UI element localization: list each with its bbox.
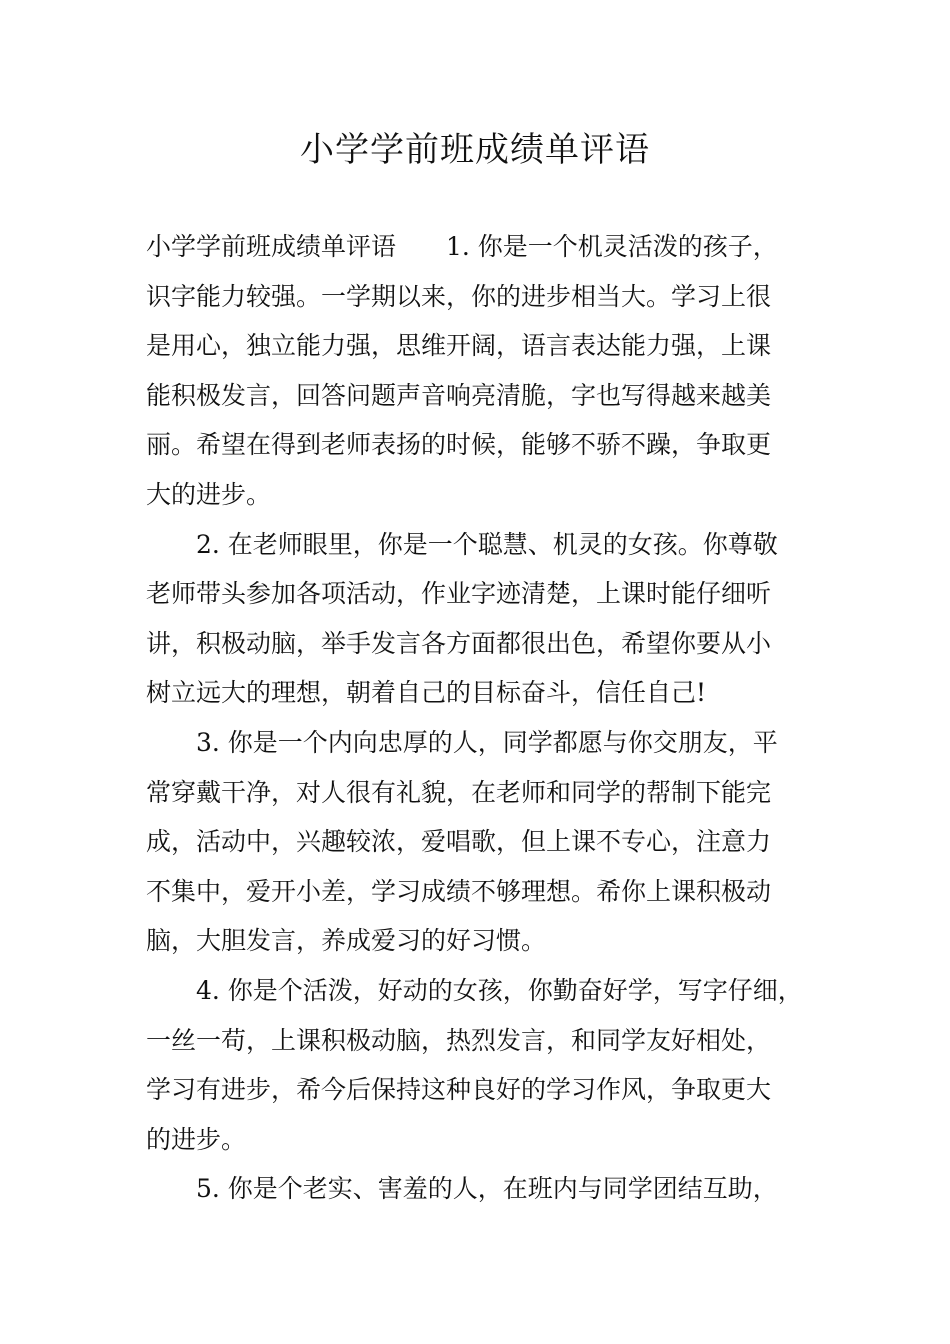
document-body — [146, 222, 816, 1214]
text-line: 成，活动中，兴趣较浓，爱唱歌，但上课不专心，注意力 — [146, 827, 772, 857]
text-line: 5. 你是个老实、害羞的人，在班内与同学团结互助， — [146, 1174, 778, 1204]
text-line: 小学学前班成绩单评语 1. 你是一个机灵活泼的孩子， — [146, 232, 778, 261]
text-line: 是用心，独立能力强，思维开阔，语言表达能力强，上课 — [146, 331, 772, 361]
text-line: 一丝一苟，上课积极动脑，热烈发言，和同学友好相处， — [146, 1025, 772, 1055]
text-line: 丽。希望在得到老师表扬的时候，能够不骄不躁，争取更 — [146, 430, 772, 460]
text-line: 老师带头参加各项活动，作业字迹清楚，上课时能仔细听 — [146, 579, 772, 609]
text-line: 脑，大胆发言，养成爱习的好习惯。 — [146, 926, 547, 956]
text-line: 讲，积极动脑，举手发言各方面都很出色，希望你要从小 — [146, 628, 772, 658]
text-line: 大的进步。 — [146, 479, 272, 509]
text-line: 3. 你是一个内向忠厚的人，同学都愿与你交朋友，平 — [146, 727, 778, 757]
text-line: 树立远大的理想，朝着自己的目标奋斗，信任自己! — [146, 678, 707, 708]
text-line: 的进步。 — [146, 1124, 247, 1154]
document-title: 小学学前班成绩单评语 — [300, 130, 650, 170]
text-line: 不集中，爱开小差，学习成绩不够理想。希你上课积极动 — [146, 876, 772, 906]
text-line: 2. 在老师眼里，你是一个聪慧、机灵的女孩。你尊敬 — [146, 529, 778, 559]
text-line: 能积极发言，回答问题声音响亮清脆，字也写得越来越美 — [146, 380, 772, 410]
text-line: 识字能力较强。一学期以来，你的进步相当大。学习上很 — [146, 281, 772, 311]
text-line: 学习有进步，希今后保持这种良好的学习作风，争取更大 — [146, 1075, 772, 1105]
text-line: 常穿戴干净，对人很有礼貌，在老师和同学的帮制下能完 — [146, 777, 772, 807]
text-line: 4. 你是个活泼，好动的女孩，你勤奋好学，写字仔细， — [146, 975, 803, 1005]
